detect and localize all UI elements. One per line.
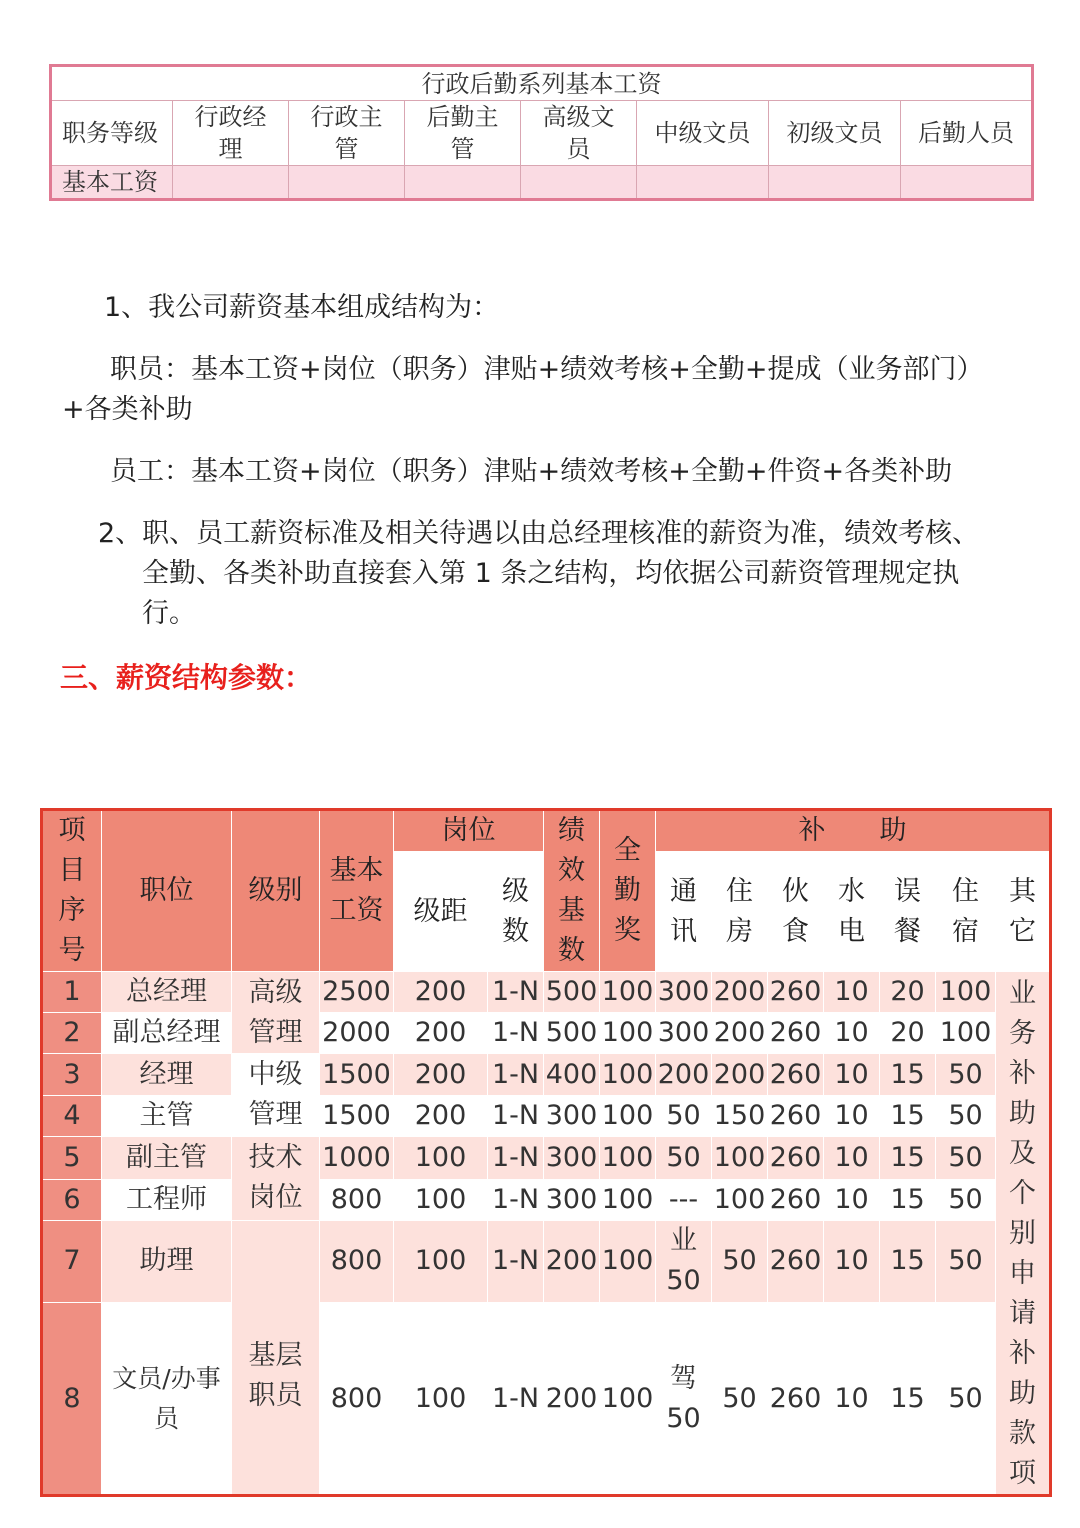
- row-step: 200: [394, 1054, 488, 1096]
- row-communication: 300: [656, 1013, 712, 1054]
- table-row: [42, 972, 1051, 1013]
- header-sub-housing: 住房: [712, 852, 768, 972]
- row-meals: 260: [768, 972, 824, 1013]
- row-position: 主管: [102, 1096, 232, 1137]
- row-housing: 50: [712, 1303, 768, 1496]
- header-sub-communication: 通讯: [656, 852, 712, 972]
- row-attendance: 100: [600, 1013, 656, 1054]
- header-subsidy: 补 助: [656, 810, 1051, 852]
- cell-empty: [637, 166, 769, 200]
- row-position: 副总经理: [102, 1013, 232, 1054]
- row-level-basic: 基层 职员: [232, 1220, 320, 1495]
- row-missed-meal: 15: [880, 1096, 936, 1137]
- row-index: 3: [42, 1054, 102, 1096]
- header-sub-lodging: 住宿: [936, 852, 996, 972]
- row-performance: 200: [544, 1220, 600, 1302]
- row-step: 200: [394, 1096, 488, 1137]
- row-performance: 300: [544, 1137, 600, 1179]
- row-utilities: 10: [824, 1303, 880, 1496]
- cell-empty: [289, 166, 405, 200]
- row-base: 2500: [320, 972, 394, 1013]
- table1-title: 行政后勤系列基本工资: [51, 66, 1033, 101]
- row-meals: 260: [768, 1220, 824, 1302]
- row-step: 100: [394, 1303, 488, 1496]
- header-level: 级别: [232, 810, 320, 972]
- row-position: 副主管: [102, 1137, 232, 1179]
- paragraph-worker: 员工：基本工资+岗位（职务）津贴+绩效考核+全勤+件资+各类补助: [110, 456, 953, 487]
- table-row: [42, 1179, 1051, 1220]
- row-index: 1: [42, 972, 102, 1013]
- cell-empty: [405, 166, 521, 200]
- paragraph-standard-line1: 2、职、员工薪资标准及相关待遇以由总经理核准的薪资为准，绩效考核、: [98, 518, 980, 549]
- row-position: 工程师: [102, 1179, 232, 1220]
- row-attendance: 100: [600, 1220, 656, 1302]
- table-row: [42, 1054, 1051, 1096]
- header-junior-clerk: 初级文员: [769, 101, 901, 166]
- row-communication: ---: [656, 1179, 712, 1220]
- row-step: 200: [394, 972, 488, 1013]
- row-lodging: 50: [936, 1054, 996, 1096]
- header-rank: 职务等级: [51, 101, 173, 166]
- row-housing: 50: [712, 1220, 768, 1302]
- row-housing: 200: [712, 1054, 768, 1096]
- row-housing: 200: [712, 1013, 768, 1054]
- row-level-senior: 高级 管理: [232, 972, 320, 1054]
- row-grades: 1-N: [488, 972, 544, 1013]
- row-position: 总经理: [102, 972, 232, 1013]
- row-step: 200: [394, 1013, 488, 1054]
- header-logistics-staff: 后勤人员: [901, 101, 1033, 166]
- table-row: [42, 1137, 1051, 1179]
- row-position: 经理: [102, 1054, 232, 1096]
- row-housing: 100: [712, 1137, 768, 1179]
- row-grades: 1-N: [488, 1096, 544, 1137]
- cell-empty: [769, 166, 901, 200]
- row-step: 100: [394, 1137, 488, 1179]
- header-logistics-supervisor: 后勤主管: [405, 101, 521, 166]
- row-base: 1500: [320, 1096, 394, 1137]
- paragraph-staff-line1: 职员：基本工资+岗位（职务）津贴+绩效考核+全勤+提成（业务部门）: [110, 354, 984, 385]
- row-index: 7: [42, 1220, 102, 1302]
- header-admin-manager: 行政经理: [173, 101, 289, 166]
- header-step: 级距: [394, 852, 488, 972]
- row-base: 800: [320, 1303, 394, 1496]
- row-housing: 100: [712, 1179, 768, 1220]
- row-lodging: 50: [936, 1137, 996, 1179]
- row-position: 助理: [102, 1220, 232, 1302]
- row-base: 1500: [320, 1054, 394, 1096]
- row-communication: 50: [656, 1137, 712, 1179]
- row-housing: 150: [712, 1096, 768, 1137]
- paragraph-staff-line2: +各类补助: [62, 394, 193, 425]
- row-utilities: 10: [824, 1220, 880, 1302]
- salary-structure-table: [40, 808, 1052, 1497]
- row-attendance: 100: [600, 1096, 656, 1137]
- row-grades: 1-N: [488, 1179, 544, 1220]
- row-grades: 1-N: [488, 1137, 544, 1179]
- row-step: 100: [394, 1179, 488, 1220]
- header-base-salary: 基本工资: [320, 810, 394, 972]
- row-grades: 1-N: [488, 1220, 544, 1302]
- table-row: [42, 1096, 1051, 1137]
- row-performance: 400: [544, 1054, 600, 1096]
- header-senior-clerk: 高级文员: [521, 101, 637, 166]
- row-meals: 260: [768, 1054, 824, 1096]
- row-meals: 260: [768, 1013, 824, 1054]
- row-attendance: 100: [600, 1054, 656, 1096]
- row-performance: 200: [544, 1303, 600, 1496]
- row-missed-meal: 15: [880, 1137, 936, 1179]
- row-base: 2000: [320, 1013, 394, 1054]
- cell-empty: [521, 166, 637, 200]
- row-communication: 50: [656, 1096, 712, 1137]
- table-row: [42, 1220, 1051, 1302]
- header-index: 项目序号: [42, 810, 102, 972]
- header-sub-utilities: 水电: [824, 852, 880, 972]
- row-lodging: 50: [936, 1220, 996, 1302]
- row-base: 1000: [320, 1137, 394, 1179]
- row-utilities: 10: [824, 972, 880, 1013]
- row-performance: 500: [544, 972, 600, 1013]
- row-index: 5: [42, 1137, 102, 1179]
- row-performance: 300: [544, 1179, 600, 1220]
- row-meals: 260: [768, 1137, 824, 1179]
- header-sub-missed-meal: 误餐: [880, 852, 936, 972]
- row-attendance: 100: [600, 1179, 656, 1220]
- row-utilities: 10: [824, 1013, 880, 1054]
- row-communication: 200: [656, 1054, 712, 1096]
- header-sub-other: 其它: [996, 852, 1051, 972]
- row-attendance: 100: [600, 972, 656, 1013]
- row-grades: 1-N: [488, 1054, 544, 1096]
- row-meals: 260: [768, 1096, 824, 1137]
- row-level-middle: 中级 管理: [232, 1054, 320, 1137]
- row-communication: 300: [656, 972, 712, 1013]
- row-step: 100: [394, 1220, 488, 1302]
- row-utilities: 10: [824, 1137, 880, 1179]
- row-base: 800: [320, 1179, 394, 1220]
- header-post: 岗位: [394, 810, 544, 852]
- row-level-technical: 技术 岗位: [232, 1137, 320, 1220]
- paragraph-standard-line2: 全勤、各类补助直接套入第 1 条之结构，均依据公司薪资管理规定执: [142, 558, 960, 589]
- row-utilities: 10: [824, 1179, 880, 1220]
- row-utilities: 10: [824, 1054, 880, 1096]
- row-missed-meal: 20: [880, 1013, 936, 1054]
- header-grades: 级数: [488, 852, 544, 972]
- other-subsidy-note: 业务补助及个别申请补助款项: [996, 972, 1051, 1496]
- header-admin-supervisor: 行政主管: [289, 101, 405, 166]
- row-missed-meal: 15: [880, 1303, 936, 1496]
- row-label-basic-salary: 基本工资: [51, 166, 173, 200]
- row-grades: 1-N: [488, 1303, 544, 1496]
- row-housing: 200: [712, 972, 768, 1013]
- row-index: 4: [42, 1096, 102, 1137]
- row-meals: 260: [768, 1179, 824, 1220]
- row-index: 6: [42, 1179, 102, 1220]
- row-missed-meal: 20: [880, 972, 936, 1013]
- cell-empty: [901, 166, 1033, 200]
- row-communication: 驾 50: [656, 1303, 712, 1496]
- row-grades: 1-N: [488, 1013, 544, 1054]
- basic-salary-table: [49, 64, 1034, 201]
- row-index: 2: [42, 1013, 102, 1054]
- header-mid-clerk: 中级文员: [637, 101, 769, 166]
- row-missed-meal: 15: [880, 1054, 936, 1096]
- row-lodging: 100: [936, 1013, 996, 1054]
- row-lodging: 50: [936, 1303, 996, 1496]
- row-communication: 业 50: [656, 1220, 712, 1302]
- row-lodging: 100: [936, 972, 996, 1013]
- row-utilities: 10: [824, 1096, 880, 1137]
- header-attendance-bonus: 全勤奖: [600, 810, 656, 972]
- header-position: 职位: [102, 810, 232, 972]
- row-position: 文员/办事员: [102, 1303, 232, 1496]
- header-performance-base: 绩效基数: [544, 810, 600, 972]
- row-missed-meal: 15: [880, 1220, 936, 1302]
- row-lodging: 50: [936, 1096, 996, 1137]
- row-meals: 260: [768, 1303, 824, 1496]
- row-missed-meal: 15: [880, 1179, 936, 1220]
- row-base: 800: [320, 1220, 394, 1302]
- header-sub-meals: 伙食: [768, 852, 824, 972]
- row-performance: 500: [544, 1013, 600, 1054]
- section-heading: 三、薪资结构参数：: [60, 661, 313, 694]
- row-index: 8: [42, 1303, 102, 1496]
- table-row: [42, 1013, 1051, 1054]
- paragraph-standard-line3: 行。: [142, 598, 196, 629]
- row-lodging: 50: [936, 1179, 996, 1220]
- row-performance: 300: [544, 1096, 600, 1137]
- cell-empty: [173, 166, 289, 200]
- row-attendance: 100: [600, 1137, 656, 1179]
- paragraph-structure-intro: 1、我公司薪资基本组成结构为：: [104, 292, 500, 323]
- row-attendance: 100: [600, 1303, 656, 1496]
- table-row: [42, 1303, 1051, 1496]
